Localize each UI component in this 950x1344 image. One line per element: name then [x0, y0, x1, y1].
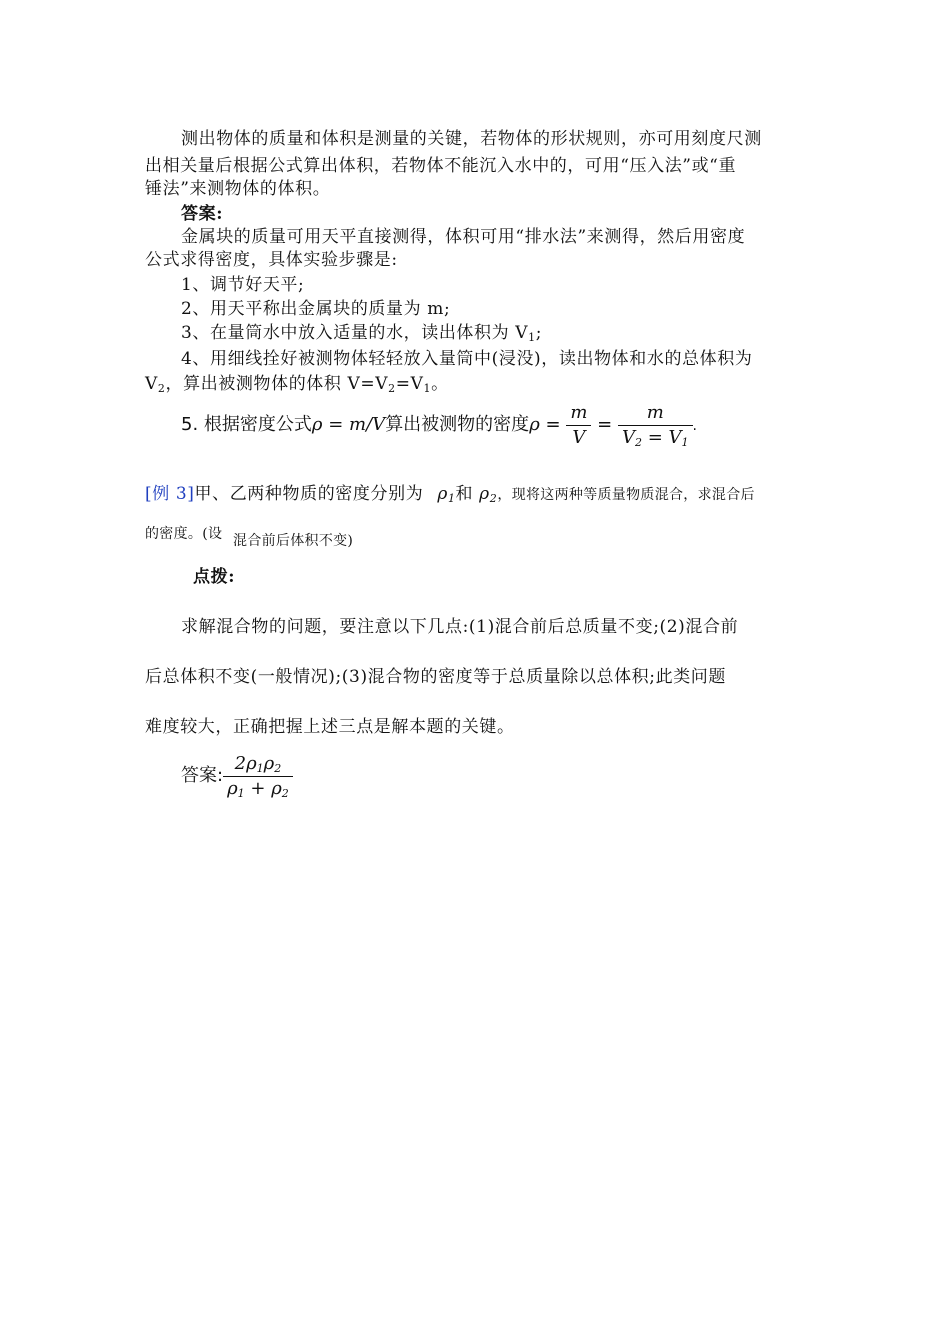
step-5-end: .: [692, 418, 698, 434]
example3-line2-a: 的密度。(设: [145, 526, 223, 542]
example3-bracket-open: [: [145, 484, 153, 504]
hint-line3: 难度较大，正确把握上述三点是解本题的关键。: [145, 717, 515, 737]
fraction-m-over-v-difference: [618, 403, 693, 448]
equals-1: =: [545, 414, 561, 435]
den-rho2: ρ: [271, 777, 282, 799]
step-5-text: 根据密度公式: [203, 414, 312, 435]
den-v1: V: [668, 426, 682, 448]
den-rho2-sub: 2: [281, 786, 289, 800]
num-rho1-sub: 1: [256, 761, 264, 775]
hint-heading: 点拨:: [193, 567, 236, 587]
example3-line2-b: 混合前后体积不变): [233, 533, 354, 549]
den-op: =: [641, 426, 669, 448]
density-formula: = m/V: [322, 414, 386, 435]
rho1-symbol: ρ: [437, 484, 448, 504]
rho-symbol: ρ: [311, 414, 323, 435]
example3-text2: ，现将这两种等质量物质混合，求混合后: [497, 487, 755, 503]
answer2: [181, 750, 293, 802]
paragraph1-line1: 测出物体的质量和体积是测量的关键，若物体的形状规则，亦可用刻度尺测: [181, 129, 762, 149]
answer1-line1: 金属块的质量可用天平直接测得，体积可用“排水法”来测得，然后用密度: [181, 227, 746, 247]
step-5-number: 5.: [181, 414, 199, 435]
answer2-numerator: [223, 754, 293, 777]
rho1-sub: 1: [447, 492, 456, 505]
example3-line1: [145, 483, 755, 506]
paragraph1-line2: 出相关量后根据公式算出体积，若物体不能沉入水中的，可用“压入法”或“重: [145, 156, 737, 176]
den-rho1-sub: 1: [237, 786, 245, 800]
rho2-sub: 2: [489, 492, 498, 505]
fraction-m-over-v: [566, 403, 591, 448]
mixture-density-fraction: [223, 754, 293, 799]
den-plus: +: [244, 777, 272, 799]
num-rho2-sub: 2: [274, 761, 282, 775]
step-1: 1、调节好天平;: [181, 275, 305, 295]
answer2-label: 答案:: [181, 765, 224, 786]
fraction-2-denominator: [618, 426, 693, 448]
den-v2-sub: 2: [634, 435, 642, 449]
step-3-subscript: 1: [528, 331, 536, 344]
step-4-line1: 4、用细线拴好被测物体轻轻放入量筒中(浸没)，读出物体和水的总体积为: [181, 349, 753, 369]
step-5-text2: 算出被测物的密度: [385, 414, 530, 435]
fraction-1-numerator: m: [566, 403, 591, 426]
step-4-eq: =V: [395, 374, 424, 394]
den-v1-sub: 1: [681, 435, 689, 449]
example3-line2: [145, 523, 354, 549]
example3-text1: 甲、乙两种物质的密度分别为: [194, 484, 424, 504]
and-word: 和: [455, 484, 474, 504]
hint-line2: 后总体积不变(一般情况);(3)混合物的密度等于总质量除以总体积;此类问题: [145, 667, 726, 687]
num-rho2: ρ: [263, 752, 275, 774]
step-4-line2: [145, 373, 449, 395]
num-rho1: ρ: [246, 752, 257, 774]
example3-label: 例 3: [152, 484, 188, 504]
step-5: [181, 400, 697, 451]
fraction-2-numerator: m: [618, 403, 693, 426]
fraction-1-denominator: V: [572, 426, 586, 448]
step-4-sub-c: 1: [423, 382, 432, 395]
step-4-sub-b: 2: [388, 382, 396, 395]
den-rho1: ρ: [227, 777, 238, 799]
num-coefficient: 2: [234, 752, 247, 774]
step-2: 2、用天平称出金属块的质量为 m;: [181, 299, 451, 319]
answer2-denominator: [223, 777, 293, 799]
den-v2: V: [621, 426, 635, 448]
answer1-heading: 答案:: [181, 204, 224, 224]
step-3-text: 3、在量筒水中放入适量的水，读出体积为 V: [181, 323, 529, 343]
step-4-v: V: [145, 374, 158, 394]
equals-2: =: [597, 414, 613, 435]
step-4-mid: ，算出被测物体的体积 V=V: [165, 374, 389, 394]
hint-line1: 求解混合物的问题，要注意以下几点:(1)混合前后总质量不变;(2)混合前: [181, 617, 739, 637]
answer1-line2: 公式求得密度，具体实验步骤是:: [145, 250, 398, 270]
rho-symbol-2: ρ: [529, 414, 540, 435]
step-4-sub: 2: [157, 382, 166, 395]
step-3: [181, 322, 542, 344]
paragraph1-line3: 锤法”来测物体的体积。: [145, 179, 331, 199]
step-4-end: 。: [431, 374, 449, 394]
example3-bracket-close: ]: [187, 484, 195, 504]
rho2-symbol: ρ: [479, 484, 490, 504]
step-3-end: ;: [535, 323, 543, 343]
